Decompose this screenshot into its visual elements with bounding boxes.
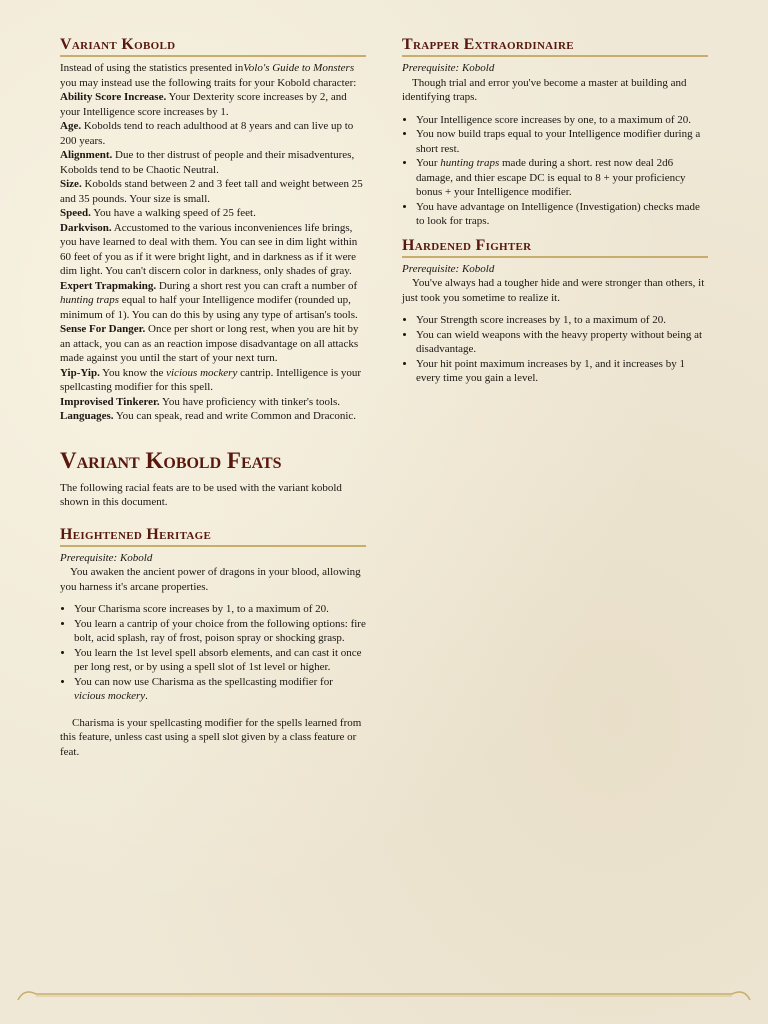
trapper-heading: Trapper Extraordinaire bbox=[402, 36, 708, 57]
trait-paragraph bbox=[60, 177, 366, 206]
trait-sense-for-danger bbox=[60, 322, 366, 366]
feats-heading: Variant Kobold Feats bbox=[60, 447, 282, 473]
variant-kobold-intro bbox=[60, 61, 366, 90]
trait-paragraph bbox=[60, 206, 366, 221]
trait-name: Darkvison. bbox=[60, 221, 112, 234]
trait-text: Accustomed to the various inconveniences life brings, you have learned to deal with them. You can see in dim light within 60 feet of you as if it were bright light, and in darkness as if it were dim light. You can't discern color in darkness, only shades of gray. bbox=[60, 221, 358, 277]
trait-text: You have a walking speed of 25 feet. bbox=[90, 207, 256, 219]
trait-yip-yip bbox=[60, 366, 366, 395]
list-item: • You learn a cantrip of your choice from the following options: fire bolt, acid splash, ray of frost, poison spray or shocking grasp. bbox=[74, 617, 366, 646]
list-item: • Your Strength score increases by 1, to a maximum of 20. bbox=[416, 313, 708, 328]
trait-name: Expert Trapmaking. bbox=[60, 279, 157, 292]
trait-text: Your Dexterity score increases by 2, and your Intelligence score increases by 1. bbox=[60, 91, 347, 118]
trait-text: Kobolds tend to reach adulthood at 8 years and can live up to 200 years. bbox=[60, 120, 354, 147]
hardened-prereq: Prerequisite: Kobold bbox=[402, 262, 495, 275]
list-item: • You can wield weapons with the heavy property without being at disadvantage. bbox=[416, 328, 708, 357]
trait-emphasis: vicious mockery bbox=[166, 366, 238, 379]
variant-kobold-heading: Variant Kobold bbox=[60, 36, 366, 57]
page bbox=[60, 36, 708, 996]
trait-name: Sense For Danger. bbox=[60, 323, 146, 335]
spacer bbox=[60, 704, 366, 716]
spacer bbox=[60, 424, 366, 448]
trait-text: You can speak, read and write Common and Draconic. bbox=[113, 410, 357, 422]
spacer bbox=[402, 229, 708, 237]
list-item: • You now build traps equal to your Intelligence modifier during a short rest. bbox=[416, 127, 708, 156]
list-item-text: made during a short. rest now deal 2d6 damage, and thier escape DC is equal to 8 + your proficiency bonus + your Intelligence modifier. bbox=[416, 157, 686, 198]
trait-languages bbox=[60, 409, 366, 424]
book-title: Volo's Guide to Monsters bbox=[243, 62, 355, 74]
trait-paragraph bbox=[60, 148, 366, 177]
list-item bbox=[416, 156, 708, 200]
hardened-fighter-heading: Hardened Fighter bbox=[402, 237, 708, 258]
trait-name: Languages. bbox=[60, 410, 114, 422]
list-item: • You learn the 1st level spell absorb elements, and can cast it once per long rest, or by using a spell slot of 1st level or higher. bbox=[74, 646, 366, 675]
feats-intro: The following racial feats are to be used with the variant kobold shown in this document. bbox=[60, 481, 342, 508]
left-column bbox=[60, 36, 366, 759]
trait-text: Kobolds stand between 2 and 3 feet tall and weight between 25 and 35 pounds. Your size is small. bbox=[60, 178, 363, 205]
list-item: • Your Charisma score increases by 1, to a maximum of 20. bbox=[74, 602, 366, 617]
page-footer-ornament-icon bbox=[14, 986, 754, 1002]
trait-text: You know the bbox=[99, 366, 167, 379]
trait-improvised-tinkerer bbox=[60, 395, 366, 410]
heightened-note: Charisma is your spellcasting modifier for the spells learned from this feature, unless cast using a spell slot given by a class feature or feat. bbox=[60, 716, 362, 758]
trait-text: You have proficiency with tinker's tools. bbox=[159, 395, 341, 408]
trait-name: Yip-Yip. bbox=[60, 366, 100, 379]
list-item bbox=[74, 675, 366, 704]
list-item-text: . bbox=[145, 690, 148, 702]
heightened-benefits bbox=[60, 602, 366, 704]
hardened-description: You've always had a tougher hide and were stronger than others, it just took you sometime to realize it. bbox=[402, 277, 705, 304]
trait-name: Speed. bbox=[60, 207, 91, 219]
trait-paragraph bbox=[60, 221, 366, 279]
list-item: • Your hit point maximum increases by 1, and it increases by 1 every time you gain a level. bbox=[416, 357, 708, 386]
trait-name: Age. bbox=[60, 120, 82, 132]
trait-name: Size. bbox=[60, 178, 82, 190]
list-item-emphasis: vicious mockery bbox=[74, 690, 146, 702]
intro-text: Instead of using the statistics presented in bbox=[60, 62, 244, 74]
heightened-prereq: Prerequisite: Kobold bbox=[60, 551, 153, 564]
trait-name: Improvised Tinkerer. bbox=[60, 395, 160, 408]
heightened-description: You awaken the ancient power of dragons in your blood, allowing you harness it's arcane properties. bbox=[60, 566, 361, 593]
trait-text: During a short rest you can craft a number of bbox=[156, 279, 358, 292]
list-item-text: Your bbox=[416, 157, 441, 169]
trait-text: Once per short or long rest, when you are hit by an attack, you can as an reaction impose disadvantage on all attacks made against you until the start of your next turn. bbox=[60, 323, 359, 364]
spacer bbox=[60, 510, 366, 526]
right-column bbox=[402, 36, 708, 386]
trait-paragraph bbox=[60, 119, 366, 148]
trait-name: Alignment. bbox=[60, 149, 113, 161]
trait-list bbox=[60, 90, 366, 279]
trapper-prereq: Prerequisite: Kobold bbox=[402, 62, 495, 74]
intro-text-end: you may instead use the following traits for your Kobold character: bbox=[60, 76, 357, 89]
trapper-benefits bbox=[402, 113, 708, 229]
trapper-description: Though trial and error you've become a master at building and identifying traps. bbox=[402, 76, 687, 103]
heightened-heritage-heading: Heightened Heritage bbox=[60, 526, 366, 547]
list-item-emphasis: hunting traps bbox=[440, 157, 500, 169]
trait-text: cantrip. Intelligence is your spellcasting modifier for this spell. bbox=[60, 366, 362, 393]
list-item: • Your Intelligence score increases by one, to a maximum of 20. bbox=[416, 113, 708, 128]
hardened-benefits bbox=[402, 313, 708, 386]
trait-text: Due to ther distrust of people and their misadventures, Kobolds tend to be Chaotic Neutral. bbox=[60, 149, 355, 176]
trait-paragraph bbox=[60, 90, 366, 119]
trait-name: Ability Score Increase. bbox=[60, 91, 167, 103]
list-item-text: You can now use Charisma as the spellcasting modifier for bbox=[74, 675, 333, 688]
trait-expert-trapmaking bbox=[60, 279, 366, 323]
trait-emphasis: hunting traps bbox=[60, 294, 119, 306]
trait-text: equal to half your Intelligence modifer (rounded up, minimum of 1). You can do this by using any type of artisan's tools. bbox=[60, 294, 358, 321]
list-item: • You have advantage on Intelligence (Investigation) checks made to look for traps. bbox=[416, 200, 708, 229]
